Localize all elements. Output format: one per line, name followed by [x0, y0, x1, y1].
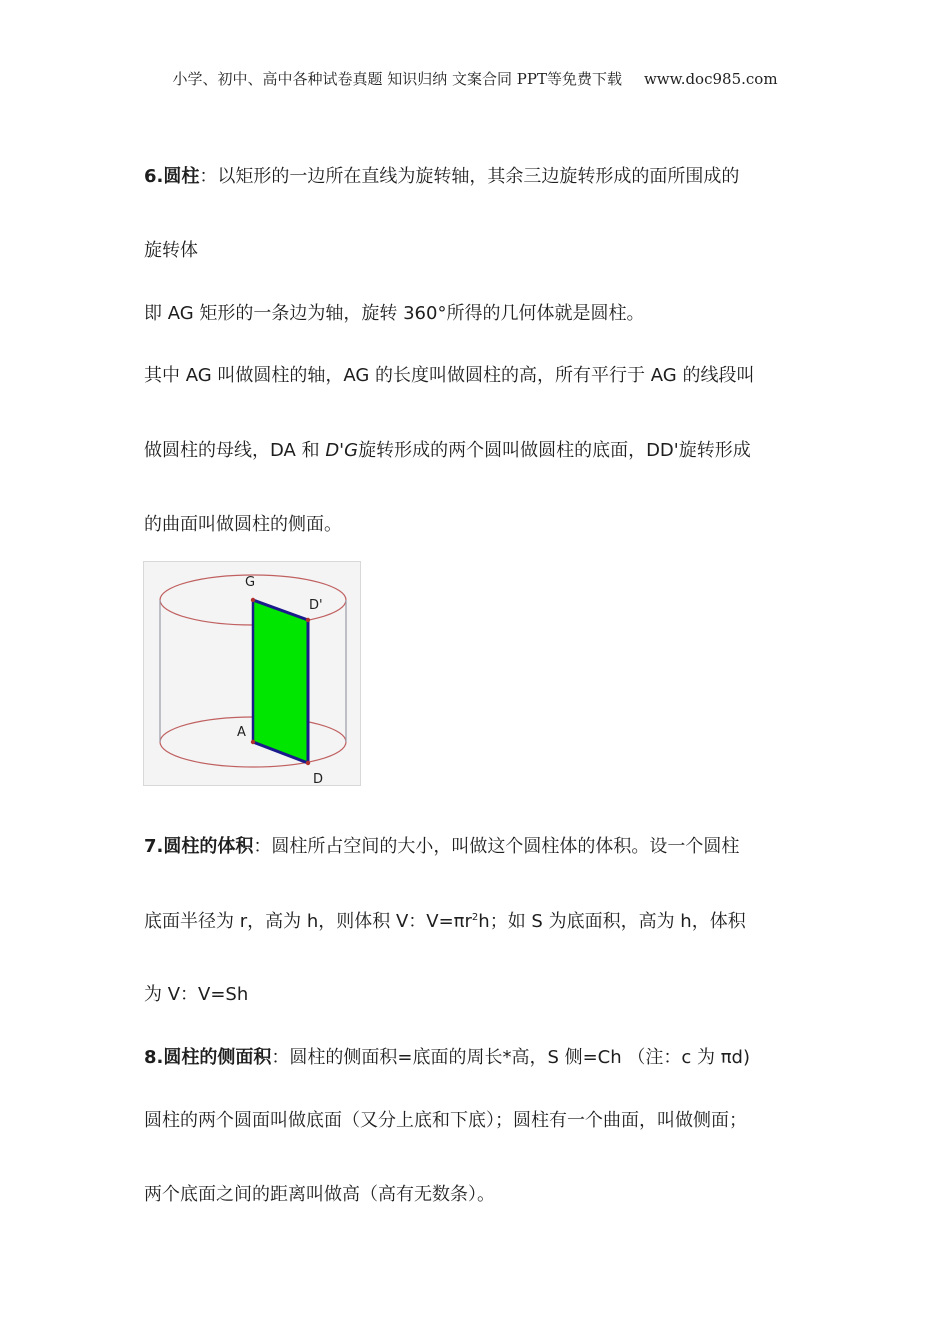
sec7-colon: ： — [253, 836, 272, 857]
sec7-text2b: h；如 S 为底面积，高为 h，体积 — [478, 911, 746, 932]
header-text: 小学、初中、高中各种试卷真题 知识归纳 文案合同 PPT等免费下载 — [172, 70, 622, 88]
sec8-title: 8.圆柱的侧面积 — [144, 1047, 272, 1068]
point-d — [306, 761, 310, 765]
point-a — [251, 740, 255, 744]
sec6-num: 6. — [144, 166, 164, 187]
sec7-text1: 圆柱所占空间的大小，叫做这个圆柱体的体积。设一个圆柱 — [271, 836, 740, 857]
sec7-line3: 为 V：V=Sh — [144, 984, 249, 1005]
sec6-title: 圆柱 — [163, 166, 200, 187]
sec7-text2a: 底面半径为 r，高为 h，则体积 V：V=πr — [144, 911, 472, 932]
label-a: A — [237, 725, 246, 740]
sec7-sup: 2 — [471, 912, 479, 923]
sec7-line1 — [144, 835, 834, 859]
point-g — [251, 598, 255, 602]
sec6-line3: 即 AG 矩形的一条边为轴，旋转 360°所得的几何体就是圆柱。 — [144, 303, 645, 324]
sec6-colon: ： — [199, 166, 218, 187]
sec8-colon: ： — [271, 1047, 290, 1068]
sec6-line6: 的曲面叫做圆柱的侧面。 — [144, 514, 342, 535]
header-site: www.doc985.com — [643, 70, 778, 88]
sec6-line1 — [144, 165, 834, 189]
cylinder-figure — [143, 561, 361, 786]
sec6-line4: 其中 AG 叫做圆柱的轴，AG 的长度叫做圆柱的高，所有平行于 AG 的线段叫 — [144, 365, 755, 386]
sec6-line5a: 做圆柱的母线，DA 和 — [144, 440, 326, 461]
page-header — [0, 68, 950, 89]
rectangle-face — [253, 600, 308, 763]
sec6-line5 — [144, 439, 834, 463]
sec8-line1 — [144, 1046, 834, 1070]
sec6-line5c: 旋转形成的两个圆叫做圆柱的底面，DD'旋转形成 — [358, 440, 751, 461]
sec6-line2: 旋转体 — [144, 240, 198, 261]
sec6-line5b: D'G — [325, 440, 359, 461]
sec8-text1: 圆柱的侧面积=底面的周长*高，S 侧=Ch （注：c 为 πd) — [289, 1047, 751, 1068]
cylinder-diagram — [144, 562, 362, 787]
sec8-line2: 圆柱的两个圆面叫做底面（又分上底和下底）；圆柱有一个曲面，叫做侧面； — [144, 1110, 747, 1131]
point-dp — [306, 618, 310, 622]
sec7-line2 — [144, 910, 834, 934]
sec6-def1: 以矩形的一边所在直线为旋转轴，其余三边旋转形成的面所围成的 — [217, 166, 740, 187]
label-d: D — [313, 772, 324, 787]
label-dp: D' — [309, 598, 323, 613]
sec7-title: 7.圆柱的体积 — [144, 836, 254, 857]
sec8-line3: 两个底面之间的距离叫做高（高有无数条）。 — [144, 1184, 495, 1205]
label-g: G — [245, 575, 256, 590]
